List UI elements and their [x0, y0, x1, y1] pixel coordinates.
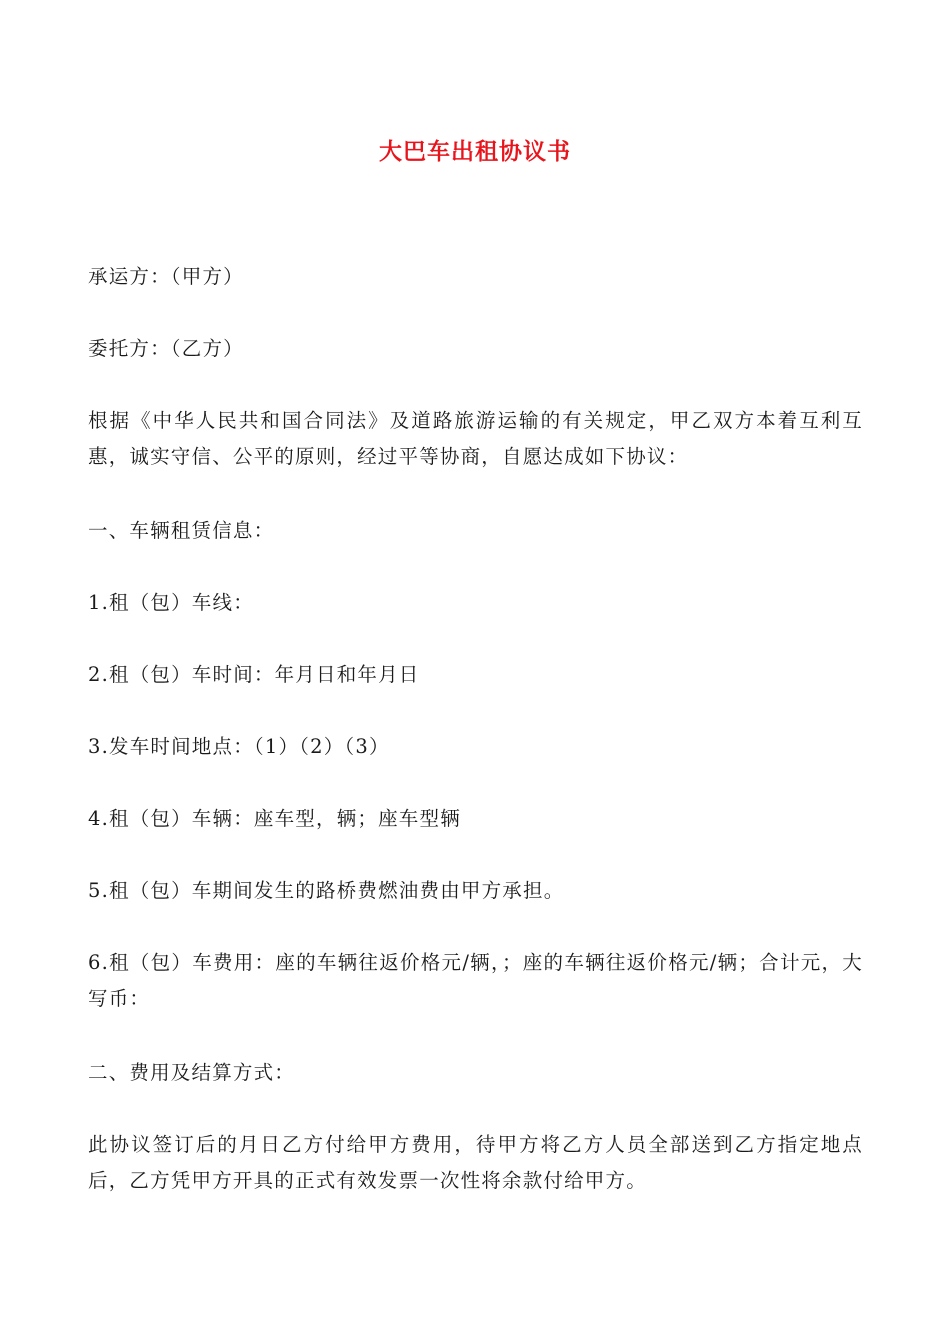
section-heading-payment: 二、费用及结算方式：: [88, 1061, 296, 1084]
clause-3-departure: 3.发车时间地点：（1）（2）（3）: [88, 735, 390, 758]
clause-6-fees: 6.租（包）车费用：座的车辆往返价格元/辆，；座的车辆往返价格元/辆；合计元，大写币：: [88, 951, 863, 1010]
clause-1-route: 1.租（包）车线：: [88, 591, 254, 614]
clause-5-tolls-fuel: 5.租（包）车期间发生的路桥费燃油费由甲方承担。: [88, 879, 565, 902]
payment-paragraph: 此协议签订后的月日乙方付给甲方费用，待甲方将乙方人员全部送到乙方指定地点后，乙方凭甲方开具的正式有效发票一次性将余款付给甲方。: [88, 1133, 863, 1192]
party-b-line: 委托方：（乙方）: [88, 337, 244, 360]
clause-4-vehicles: 4.租（包）车辆：座车型，辆；座车型辆: [88, 807, 461, 830]
document-title: 大巴车出租协议书: [379, 139, 571, 165]
preamble-paragraph: 根据《中华人民共和国合同法》及道路旅游运输的有关规定，甲乙双方本着互利互惠，诚实守信、公平的原则，经过平等协商，自愿达成如下协议：: [88, 409, 863, 468]
clause-2-time: 2.租（包）车时间：年月日和年月日: [88, 663, 420, 686]
party-a-line: 承运方：（甲方）: [88, 265, 244, 288]
section-heading-vehicle-info: 一、车辆租赁信息：: [88, 519, 275, 542]
